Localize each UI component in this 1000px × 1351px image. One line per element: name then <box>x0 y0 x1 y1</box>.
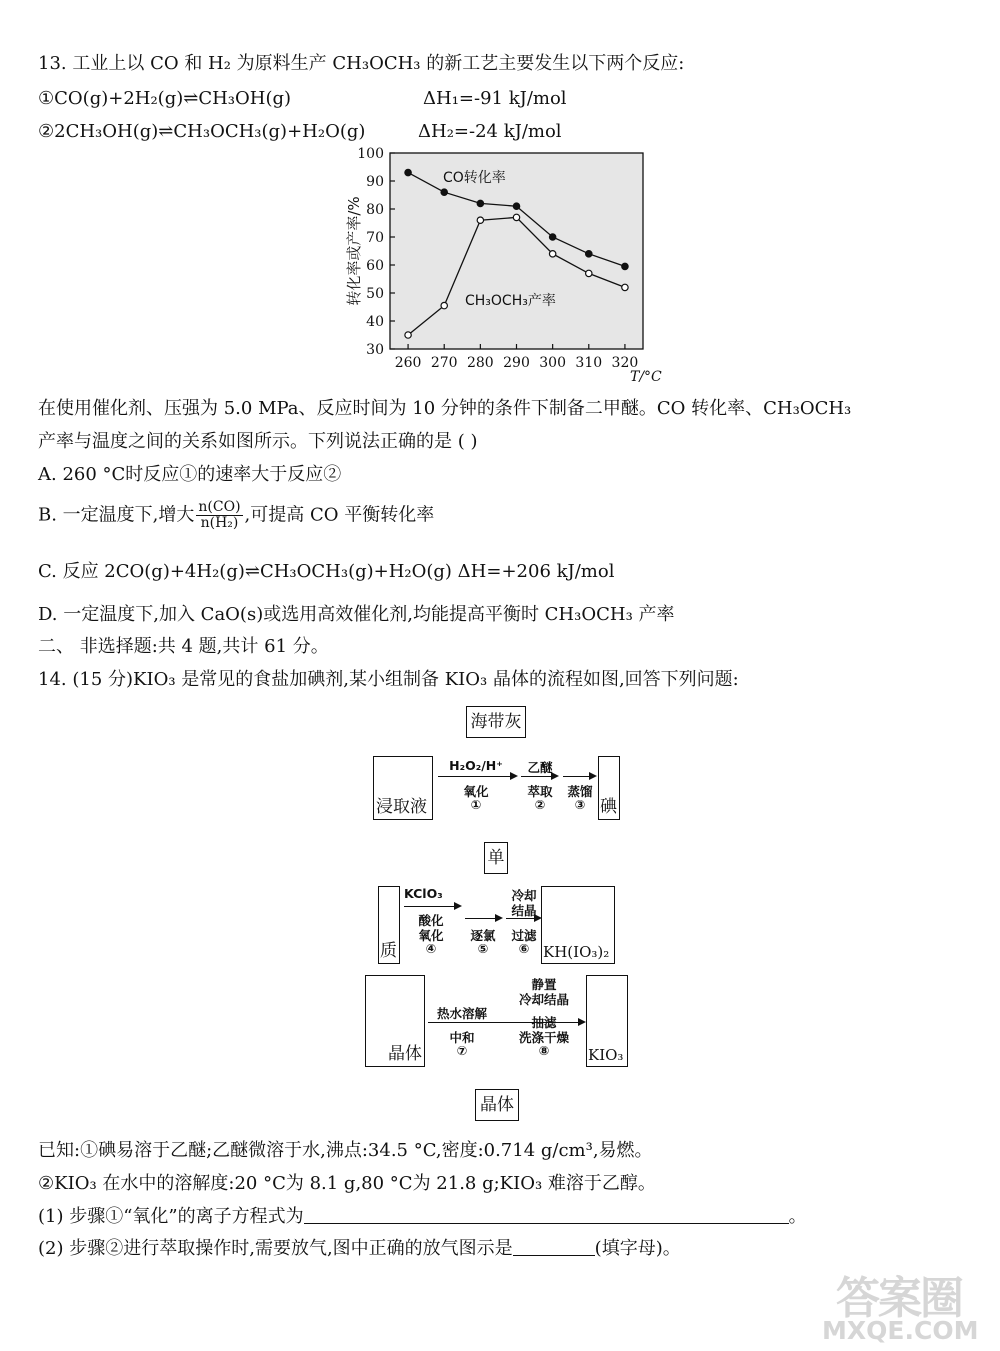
data-point-co-conversion <box>405 169 411 175</box>
arrow-step-1 <box>438 776 516 777</box>
fraction-denominator: n(H₂) <box>200 515 239 531</box>
x-tick-label: 260 <box>394 355 422 371</box>
data-point-ether-yield <box>405 332 411 338</box>
known-1: 已知:①碘易溶于乙醚;乙醚微溶于水,沸点:34.5 °C,密度:0.714 g/cm³,易燃。 <box>38 1140 653 1161</box>
step-4-label-2: 氧化 <box>418 928 444 943</box>
option-d: D. 一定温度下,加入 CaO(s)或选用高效催化剂,均能提高平衡时 CH₃OCH₃ 产率 <box>38 604 675 625</box>
x-tick-label: 310 <box>575 355 603 371</box>
step-1-label: 氧化 <box>463 784 489 799</box>
option-a: A. 260 °C时反应①的速率大于反应② <box>38 464 342 485</box>
sub-question-1-end: 。 <box>788 1206 807 1227</box>
y-tick-label: 30 <box>366 342 384 358</box>
x-tick-label: 280 <box>466 355 494 371</box>
data-point-co-conversion <box>477 200 483 206</box>
data-point-ether-yield <box>441 302 447 308</box>
known-2: ②KIO₃ 在水中的溶解度:20 °C为 8.1 g,80 °C为 21.8 g;KIO₃ 难溶于乙醇。 <box>38 1173 656 1194</box>
option-b-suffix: ,可提高 CO 平衡转化率 <box>244 504 435 526</box>
sub-question-1 <box>38 1205 807 1229</box>
reaction-2-enthalpy: ΔH₂=-24 kJ/mol <box>418 121 562 142</box>
step-7-number: ⑦ <box>456 1043 468 1058</box>
step-2-label: 萃取 <box>527 784 553 799</box>
flow-box-kio3 <box>586 975 628 1067</box>
y-tick-label: 100 <box>357 146 384 162</box>
y-tick-label: 90 <box>366 174 384 190</box>
q13-desc-1: 在使用催化剂、压强为 5.0 MPa、反应时间为 10 分钟的条件下制备二甲醚。CO 转化率、CH₃OCH₃ <box>38 398 852 419</box>
flow-box-seaweed-ash: 海带灰 <box>466 706 526 738</box>
q13-desc-2: 产率与温度之间的关系如图所示。下列说法正确的是 ( ) <box>38 431 478 452</box>
step-6-label-1: 冷却 <box>511 888 537 903</box>
y-tick-label: 80 <box>366 202 384 218</box>
step-1-reagent: H₂O₂/H⁺ <box>449 758 503 773</box>
reaction-1-equation: ①CO(g)+2H₂(g)⇌CH₃OH(g) <box>38 88 292 109</box>
flow-box-kio3-label: KIO₃ <box>588 1046 624 1064</box>
flow-box-khio3-label: KH(IO₃)₂ <box>543 943 610 961</box>
x-tick-label: 270 <box>430 355 458 371</box>
step-5-label: 逐氯 <box>470 928 496 943</box>
step-8-label-1: 静置 <box>531 977 557 992</box>
x-tick-label: 320 <box>611 355 639 371</box>
step-4-label-1: 酸化 <box>418 913 444 928</box>
option-b-prefix: B. 一定温度下,增大 <box>38 504 195 526</box>
reaction-1 <box>38 87 567 111</box>
step-4-number: ④ <box>425 941 437 956</box>
data-point-ether-yield <box>622 284 628 290</box>
step-6-number: ⑥ <box>518 941 530 956</box>
reaction-2-equation: ②2CH₃OH(g)⇌CH₃OCH₃(g)+H₂O(g) <box>38 121 366 142</box>
step-5-number: ⑤ <box>477 941 489 956</box>
flow-box-substance-label: 质 <box>380 941 397 961</box>
legend-ether-yield: CH₃OCH₃产率 <box>465 293 556 309</box>
step-7-label-2: 中和 <box>449 1030 475 1045</box>
section-2-heading: 二、 非选择题:共 4 题,共计 61 分。 <box>38 636 329 657</box>
flow-box-leachate <box>373 756 433 820</box>
flow-box-iodine-label: 碘 <box>600 797 617 817</box>
watermark-url: MXQE.COM <box>822 1316 979 1345</box>
sub-question-2 <box>38 1237 681 1261</box>
data-point-ether-yield <box>477 217 483 223</box>
arrow-step-6 <box>506 918 540 919</box>
data-point-co-conversion <box>586 251 592 257</box>
step-3-label: 蒸馏 <box>567 784 593 799</box>
step-7-label-1: 热水溶解 <box>436 1006 487 1021</box>
step-8-label-3: 抽滤 <box>531 1015 557 1030</box>
y-tick-label: 60 <box>366 258 384 274</box>
flow-box-crystal-label: 晶体 <box>388 1044 422 1064</box>
data-point-co-conversion <box>441 189 447 195</box>
arrow-step-5 <box>465 918 501 919</box>
arrow-step-2 <box>521 776 557 777</box>
x-tick-label: 290 <box>503 355 530 371</box>
data-point-co-conversion <box>549 234 555 240</box>
x-axis-label: T/°C <box>630 369 662 385</box>
step-1-number: ① <box>470 797 482 812</box>
sub-question-2-text: (2) 步骤②进行萃取操作时,需要放气,图中正确的放气图示是 <box>38 1238 513 1259</box>
data-point-co-conversion <box>513 203 519 209</box>
sub-question-1-text: (1) 步骤①“氧化”的离子方程式为 <box>38 1206 304 1227</box>
y-axis-label: 转化率或产率/% <box>345 196 363 306</box>
flow-box-crystal <box>365 975 425 1067</box>
q14-stem: 14. (15 分)KIO₃ 是常见的食盐加碘剂,某小组制备 KIO₃ 晶体的流程如图,回答下列问题: <box>38 669 739 690</box>
arrow-step-7-8 <box>428 1022 584 1023</box>
y-tick-label: 70 <box>366 230 384 246</box>
flow-box-iodine <box>598 756 620 820</box>
q13-stem: 13. 工业上以 CO 和 H₂ 为原料生产 CH₃OCH₃ 的新工艺主要发生以下两个反应: <box>38 53 685 74</box>
flow-box-substance <box>378 886 400 964</box>
legend-co-conversion: CO转化率 <box>443 170 506 186</box>
fraction-numerator: n(CO) <box>198 499 241 515</box>
x-tick-label: 300 <box>539 355 567 371</box>
reaction-1-enthalpy: ΔH₁=-91 kJ/mol <box>423 88 567 109</box>
data-point-ether-yield <box>549 251 555 257</box>
step-6-label-3: 过滤 <box>511 928 537 943</box>
step-2-reagent: 乙醚 <box>527 760 553 775</box>
step-6-label-2: 结晶 <box>511 903 537 918</box>
step-4-reagent: KClO₃ <box>404 886 443 901</box>
step-8-label-4: 洗涤干燥 <box>518 1030 569 1045</box>
data-point-ether-yield <box>513 214 519 220</box>
arrow-step-3 <box>563 776 595 777</box>
flow-box-elemental: 单 <box>484 842 508 874</box>
option-b-fraction <box>196 500 242 531</box>
y-tick-label: 50 <box>366 286 384 302</box>
option-c: C. 反应 2CO(g)+4H₂(g)⇌CH₃OCH₃(g)+H₂O(g) ΔH=+206 kJ/mol <box>38 561 615 582</box>
flow-box-leachate-label: 浸取液 <box>376 797 427 817</box>
step-3-number: ③ <box>574 797 586 812</box>
step-2-number: ② <box>534 797 546 812</box>
step-8-label-2: 冷却结晶 <box>518 992 569 1007</box>
answer-blank-2[interactable] <box>513 1237 595 1256</box>
flow-box-crystal-bottom: 晶体 <box>475 1089 519 1121</box>
answer-blank-1[interactable] <box>304 1205 789 1224</box>
y-tick-label: 40 <box>366 314 384 330</box>
watermark-logo: 答案圈 <box>836 1273 962 1324</box>
data-point-co-conversion <box>622 263 628 269</box>
sub-question-2-end: (填字母)。 <box>594 1238 681 1259</box>
flow-box-khio3 <box>541 886 615 964</box>
reaction-2 <box>38 120 562 144</box>
arrow-step-4 <box>404 906 460 907</box>
conversion-yield-chart <box>335 143 665 388</box>
option-b <box>38 500 434 531</box>
step-8-number: ⑧ <box>538 1043 550 1058</box>
data-point-ether-yield <box>586 270 592 276</box>
